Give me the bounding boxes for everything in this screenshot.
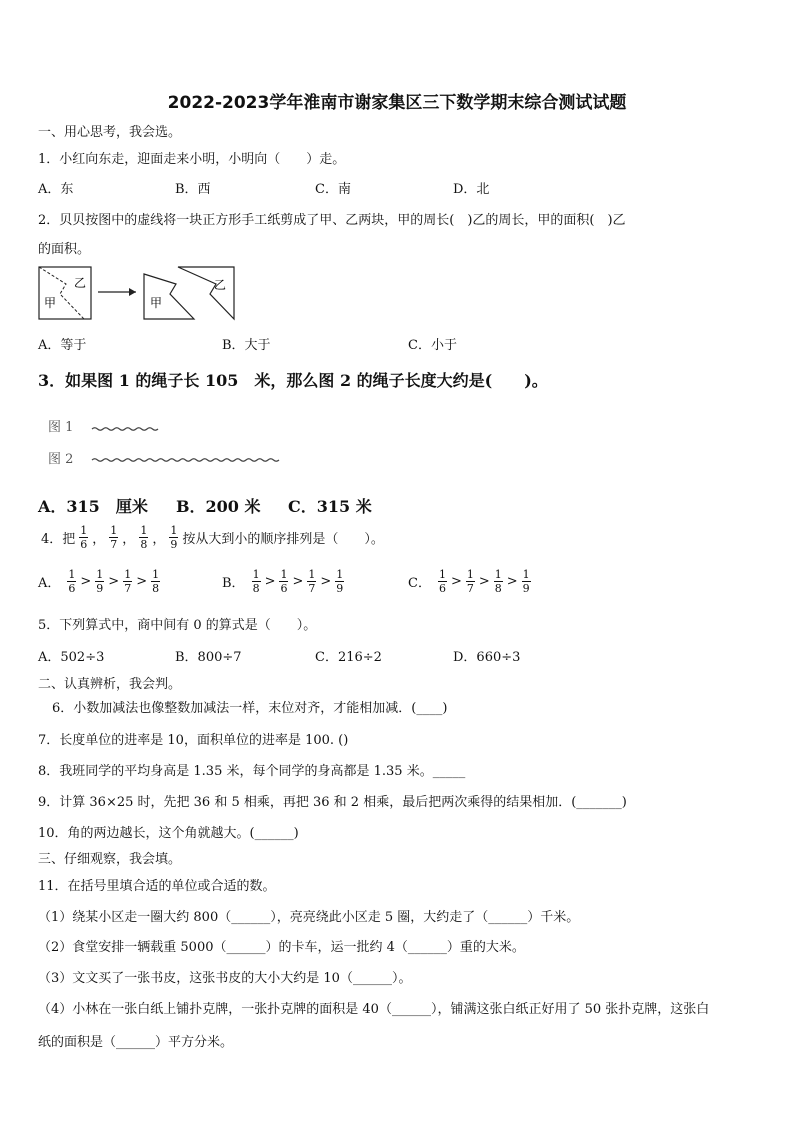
section-heading-1: 一、用心思考，我会选。 <box>38 125 182 140</box>
fig-label-yi: 乙 <box>74 276 87 290</box>
question-5: 5．下列算式中，商中间有 0 的算式是（ ）。 <box>38 618 317 633</box>
question-2-line-1: 2．贝贝按图中的虚线将一块正方形手工纸剪成了甲、乙两块，甲的周长( )乙的周长，甲的面积( )乙 <box>38 213 626 228</box>
q11-part-4-line-1: （4）小林在一张白纸上铺扑克牌，一张扑克牌的面积是 40（______），铺满这张白纸正好用了 50 张扑克牌，这张白 <box>38 1002 710 1017</box>
q4-option-b[interactable]: B． $\frac{1}{8}$ > $\frac{1}{6}$ > $\frac{1}{7}$ > $\frac{1}{9}$ <box>222 568 344 595</box>
piece-label-jia: 甲 <box>150 296 163 310</box>
section-heading-2: 二、认真辨析，我会判。 <box>38 677 182 692</box>
q1-option-a[interactable]: A．东 <box>38 182 74 197</box>
fig-label-jia: 甲 <box>44 296 57 310</box>
page-title: 2022-2023学年淮南市谢家集区三下数学期末综合测试试题 <box>167 93 627 113</box>
q1-option-c[interactable]: C．南 <box>315 182 351 197</box>
question-8: 8．我班同学的平均身高是 1.35 米，每个同学的身高都是 1.35 米。_____ <box>38 764 466 779</box>
q4-option-c[interactable]: C． $\frac{1}{6}$ > $\frac{1}{7}$ > $\frac{1}{8}$ > $\frac{1}{9}$ <box>408 568 530 595</box>
q5-option-b[interactable]: B．800÷7 <box>175 650 242 665</box>
q11-part-1: （1）绕某小区走一圈大约 800（______），亮亮绕此小区走 5 圈，大约走了（______）千米。 <box>38 910 580 925</box>
q4-suffix: 按从大到小的顺序排列是（ ）。 <box>182 532 384 547</box>
q3-option-a[interactable]: A．315 厘米 <box>38 497 148 516</box>
q2-figure <box>36 262 246 324</box>
q4-prefix: 4．把 <box>41 532 76 547</box>
q3-ropes <box>88 418 288 466</box>
q4-frac-3: $\frac{1}{8}$ <box>140 524 148 551</box>
q11-part-3: （3）文文买了一张书皮，这张书皮的大小大约是 10（______）。 <box>38 971 412 986</box>
question-9: 9．计算 36×25 时，先把 36 和 5 相乘，再把 36 和 2 相乘，最后把两次乘得的结果相加．(_______) <box>38 795 627 810</box>
q4-option-a[interactable]: A． $\frac{1}{6}$ > $\frac{1}{9}$ > $\frac{1}{7}$ > $\frac{1}{8}$ <box>38 568 160 595</box>
rope-figure-2 <box>92 459 279 462</box>
piece-label-yi: 乙 <box>214 278 227 292</box>
q1-option-d[interactable]: D．北 <box>453 182 490 197</box>
cut-line <box>39 267 87 319</box>
q5-option-d[interactable]: D．660÷3 <box>453 650 521 665</box>
q3-option-b[interactable]: B．200 米 <box>176 497 261 516</box>
question-3: 3．如果图 1 的绳子长 105 米，那么图 2 的绳子长度大约是( )。 <box>38 371 548 390</box>
q3-fig2-label: 图 2 <box>48 452 74 467</box>
question-4: 4．把 $\frac{1}{6}$ ， $\frac{1}{7}$ ， $\frac{1}{8}$ ， $\frac{1}{9}$ 按从大到小的顺序排列是（ ）。 <box>41 524 384 551</box>
section-heading-3: 三、仔细观察，我会填。 <box>38 852 182 867</box>
q1-option-b[interactable]: B．西 <box>175 182 211 197</box>
question-11: 11．在括号里填合适的单位或合适的数。 <box>38 879 276 894</box>
q2-option-a[interactable]: A．等于 <box>38 338 87 353</box>
question-2-line-2: 的面积。 <box>38 242 91 257</box>
q2-option-b[interactable]: B．大于 <box>222 338 271 353</box>
question-7: 7．长度单位的进率是 10，面积单位的进率是 100. () <box>38 733 349 748</box>
rope-figure-1 <box>92 428 158 431</box>
square-paper <box>39 267 91 319</box>
q4-frac-4: $\frac{1}{9}$ <box>170 524 178 551</box>
q11-part-2: （2）食堂安排一辆载重 5000（______）的卡车，运一批约 4（______）重的大米。 <box>38 940 525 955</box>
q4-frac-2: $\frac{1}{7}$ <box>110 524 118 551</box>
q3-option-c[interactable]: C．315 米 <box>288 497 372 516</box>
question-6: 6．小数加减法也像整数加减法一样，末位对齐，才能相加减．(____) <box>52 701 448 716</box>
question-1: 1．小红向东走，迎面走来小明，小明向（ ）走。 <box>38 152 346 167</box>
q5-option-c[interactable]: C．216÷2 <box>315 650 382 665</box>
q11-part-4-line-2: 纸的面积是（______）平方分米。 <box>38 1035 234 1050</box>
q4-frac-1: $\frac{1}{6}$ <box>80 524 88 551</box>
q2-option-c[interactable]: C．小于 <box>408 338 457 353</box>
arrow-head-icon <box>129 288 136 296</box>
q5-option-a[interactable]: A．502÷3 <box>38 650 105 665</box>
question-10: 10．角的两边越长，这个角就越大。(______) <box>38 826 299 841</box>
q3-fig1-label: 图 1 <box>48 420 74 435</box>
